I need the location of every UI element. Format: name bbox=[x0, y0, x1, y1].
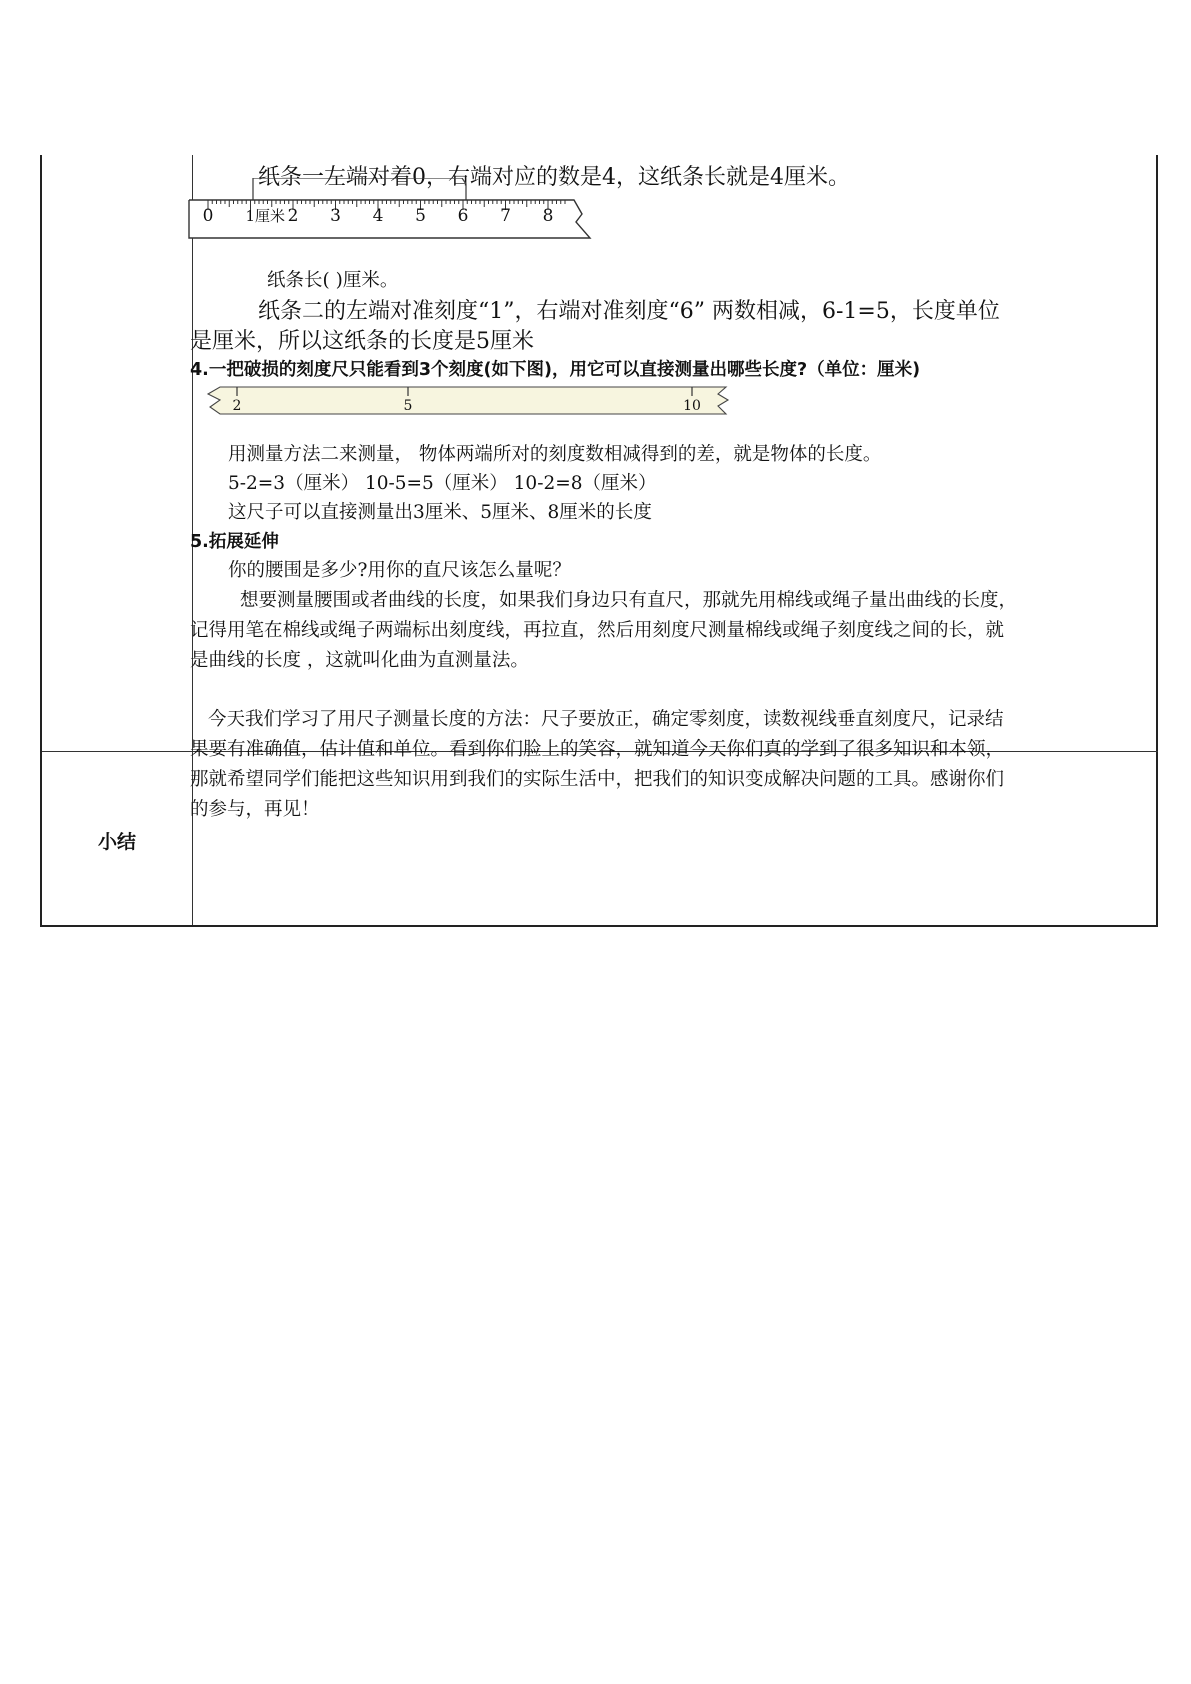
summary-line-2: 果要有准确值，估计值和单位。看到你们脸上的笑容，就知道今天你们真的学到了很多知识和本领， bbox=[190, 739, 1005, 760]
ruler-figure-one bbox=[186, 178, 596, 244]
q5-paragraph-line-2: 记得用笔在棉线或绳子两端标出刻度线，再拉直，然后用刻度尺测量棉线或绳子刻度线之间的长，就 bbox=[190, 620, 1005, 641]
q4-conclusion: 这尺子可以直接测量出3厘米、5厘米、8厘米的长度 bbox=[228, 502, 652, 523]
ruler-label: 1厘米 bbox=[245, 207, 286, 225]
strip-length-question: 纸条长( )厘米。 bbox=[267, 270, 399, 291]
ruler-label: 0 bbox=[202, 206, 214, 226]
question-5-title: 5.拓展延伸 bbox=[190, 532, 279, 552]
ruler-label: 5 bbox=[415, 206, 426, 226]
q5-paragraph-line-3: 是曲线的长度 ，这就叫化曲为直测量法。 bbox=[190, 650, 529, 671]
ruler-label: 4 bbox=[372, 206, 384, 226]
paper-strip-outline bbox=[253, 178, 466, 200]
q4-method-text: 用测量方法二来测量， 物体两端所对的刻度数相减得到的差，就是物体的长度。 bbox=[228, 444, 882, 465]
explain-line-2: 是厘米，所以这纸条的长度是5厘米 bbox=[190, 329, 534, 354]
ruler-label: 8 bbox=[542, 206, 554, 226]
question-4-title: 4.一把破损的刻度尺只能看到3个刻度(如下图)，用它可以直接测量出哪些长度?（单位：厘米) bbox=[190, 360, 921, 380]
summary-line-3: 那就希望同学们能把这些知识用到我们的实际生活中，把我们的知识变成解决问题的工具。感谢你们 bbox=[190, 769, 1005, 790]
ruler-label: 2 bbox=[287, 206, 299, 226]
broken-ruler-label-10: 10 bbox=[683, 398, 701, 414]
ruler-labels bbox=[203, 206, 554, 226]
strip-one-description: 纸条一左端对着0，右端对应的数是4，这纸条长就是4厘米。 bbox=[258, 165, 850, 190]
broken-ruler-label-2: 2 bbox=[232, 398, 242, 414]
q5-paragraph-line-1: 想要测量腰围或者曲线的长度，如果我们身边只有直尺，那就先用棉线或绳子量出曲线的长度， bbox=[240, 590, 1018, 611]
explain-line-1: 纸条二的左端对准刻度“1”，右端对准刻度“6” 两数相减，6-1=5，长度单位 bbox=[258, 299, 1000, 324]
q4-calculations: 5-2=3（厘米） 10-5=5（厘米） 10-2=8（厘米） bbox=[228, 473, 657, 494]
ruler-label: 6 bbox=[457, 206, 469, 226]
broken-ruler-label-5: 5 bbox=[403, 398, 413, 414]
summary-label: 小结 bbox=[97, 831, 136, 853]
ruler-label: 7 bbox=[500, 206, 511, 226]
broken-ruler-figure bbox=[200, 382, 740, 422]
ruler-label: 3 bbox=[330, 206, 341, 226]
summary-line-4: 的参与，再见！ bbox=[190, 799, 320, 820]
q5-question: 你的腰围是多少?用你的直尺该怎么量呢？ bbox=[228, 560, 571, 581]
summary-line-1: 今天我们学习了用尺子测量长度的方法：尺子要放正，确定零刻度，读数视线垂直刻度尺，记录结 bbox=[208, 709, 1004, 730]
broken-ruler-body bbox=[208, 387, 728, 414]
